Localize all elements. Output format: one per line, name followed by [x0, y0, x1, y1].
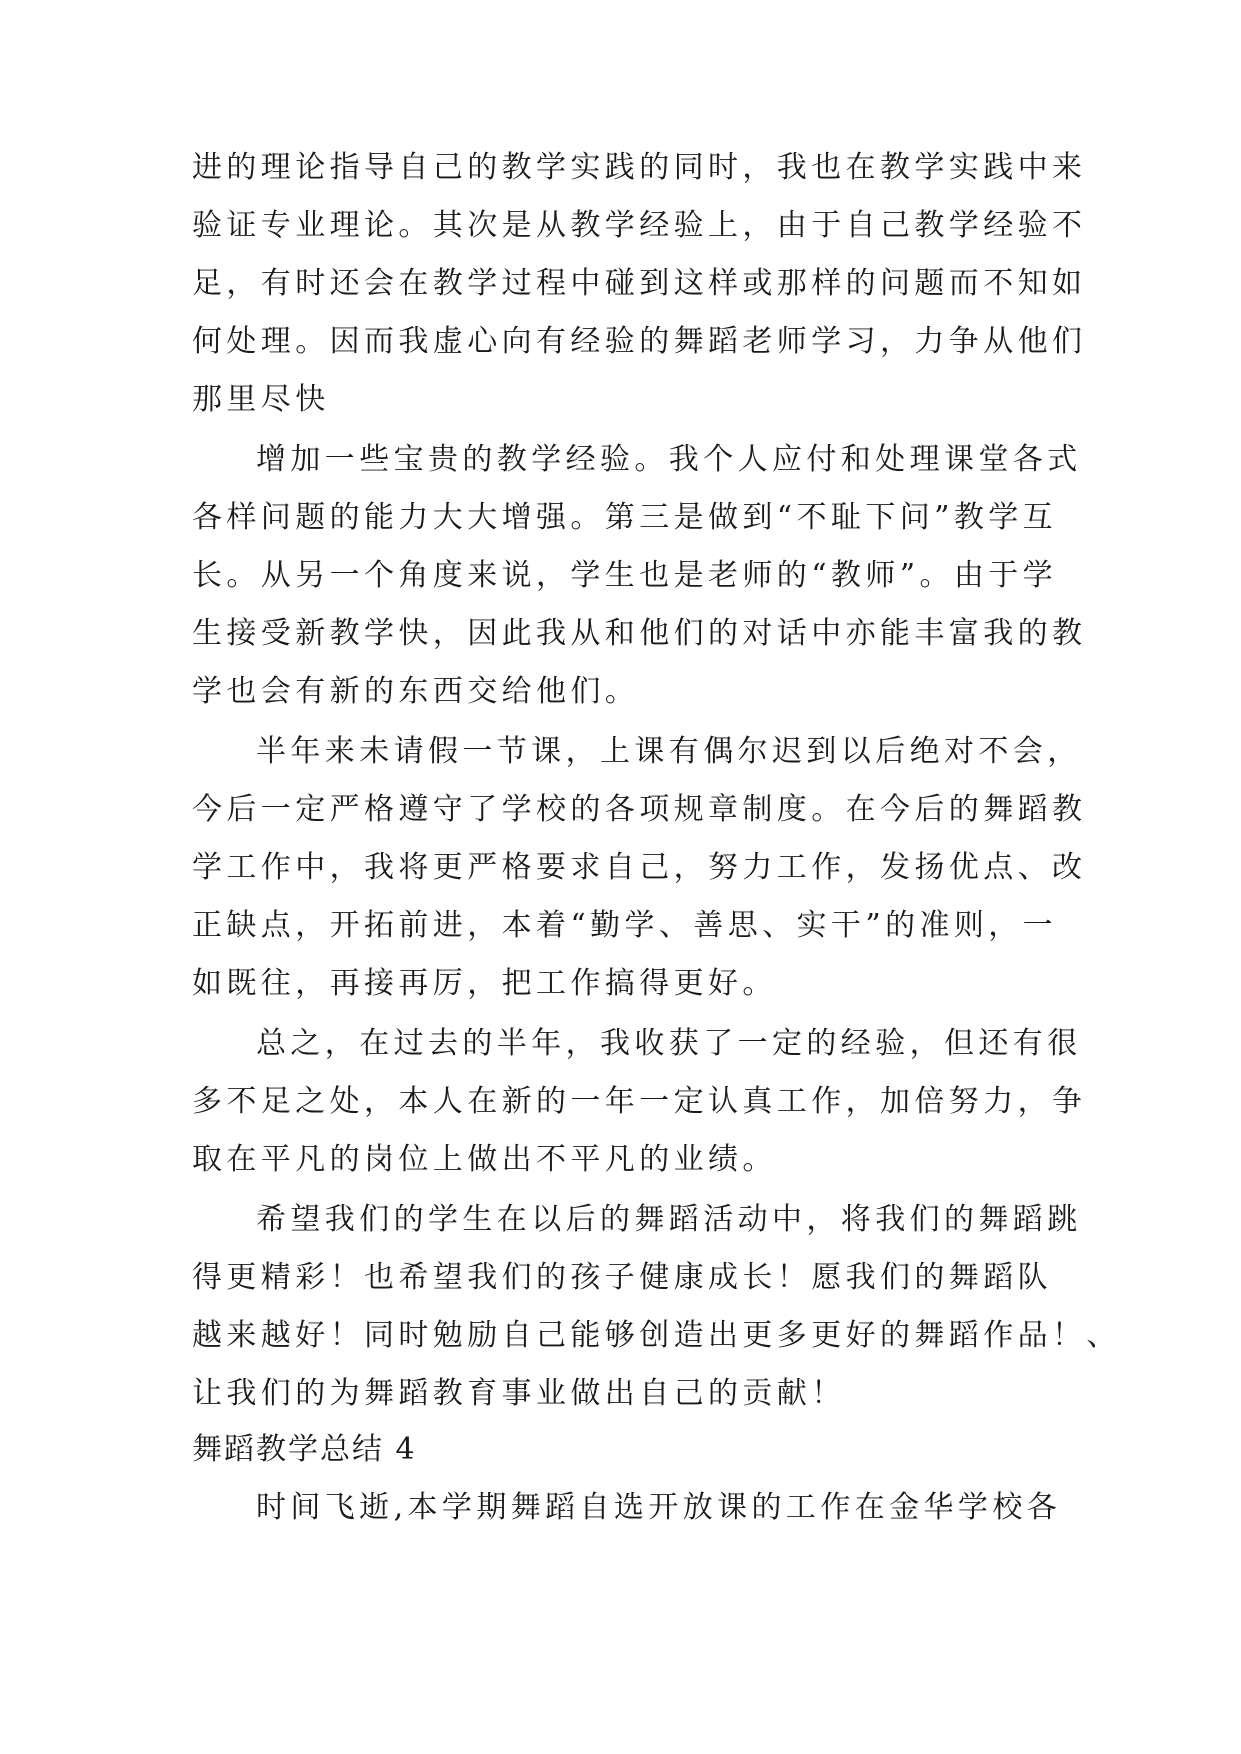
text-line: 越来越好！同时勉励自己能够创造出更多更好的舞蹈作品！、: [192, 1318, 1121, 1353]
paragraph-first-line: 半年来未请假一节课，上课有偶尔迟到以后绝对不会，: [256, 734, 1082, 769]
text-line: 足，有时还会在教学过程中碰到这样或那样的问题而不知如: [192, 266, 1087, 301]
text-line: 验证专业理论。其次是从教学经验上，由于自己教学经验不: [192, 208, 1087, 243]
paragraph-first-line: 总之，在过去的半年，我收获了一定的经验，但还有很: [256, 1026, 1082, 1061]
text-line: 学也会有新的东西交给他们。: [192, 674, 640, 709]
text-line: 得更精彩！也希望我们的孩子健康成长！愿我们的舞蹈队: [192, 1260, 1052, 1295]
section-heading: 舞蹈教学总结 4: [192, 1432, 417, 1467]
text-line: 取在平凡的岗位上做出不平凡的业绩。: [192, 1142, 777, 1177]
text-line: 正缺点，开拓前进，本着“勤学、善思、实干”的准则，一: [192, 908, 1058, 943]
text-line: 何处理。因而我虚心向有经验的舞蹈老师学习，力争从他们: [192, 324, 1087, 359]
text-line: 今后一定严格遵守了学校的各项规章制度。在今后的舞蹈教: [192, 792, 1087, 827]
text-line: 进的理论指导自己的教学实践的同时，我也在教学实践中来: [192, 150, 1087, 185]
paragraph-first-line: 增加一些宝贵的教学经验。我个人应付和处理课堂各式: [256, 442, 1082, 477]
text-line: 学工作中，我将更严格要求自己，努力工作，发扬优点、改: [192, 850, 1087, 885]
text-line: 如既往，再接再厉，把工作搞得更好。: [192, 966, 777, 1001]
text-line: 多不足之处，本人在新的一年一定认真工作，加倍努力，争: [192, 1084, 1087, 1119]
text-line: 各样问题的能力大大增强。第三是做到“不耻下问”教学互: [192, 500, 1058, 535]
paragraph-first-line: 时间飞逝,本学期舞蹈自选开放课的工作在金华学校各: [256, 1490, 1062, 1525]
text-line: 长。从另一个角度来说，学生也是老师的“教师”。由于学: [192, 558, 1058, 593]
text-line: 那里尽快: [192, 382, 330, 417]
text-line: 让我们的为舞蹈教育事业做出自己的贡献！: [192, 1376, 846, 1411]
text-line: 生接受新教学快，因此我从和他们的对话中亦能丰富我的教: [192, 616, 1087, 651]
paragraph-first-line: 希望我们的学生在以后的舞蹈活动中，将我们的舞蹈跳: [256, 1202, 1082, 1237]
